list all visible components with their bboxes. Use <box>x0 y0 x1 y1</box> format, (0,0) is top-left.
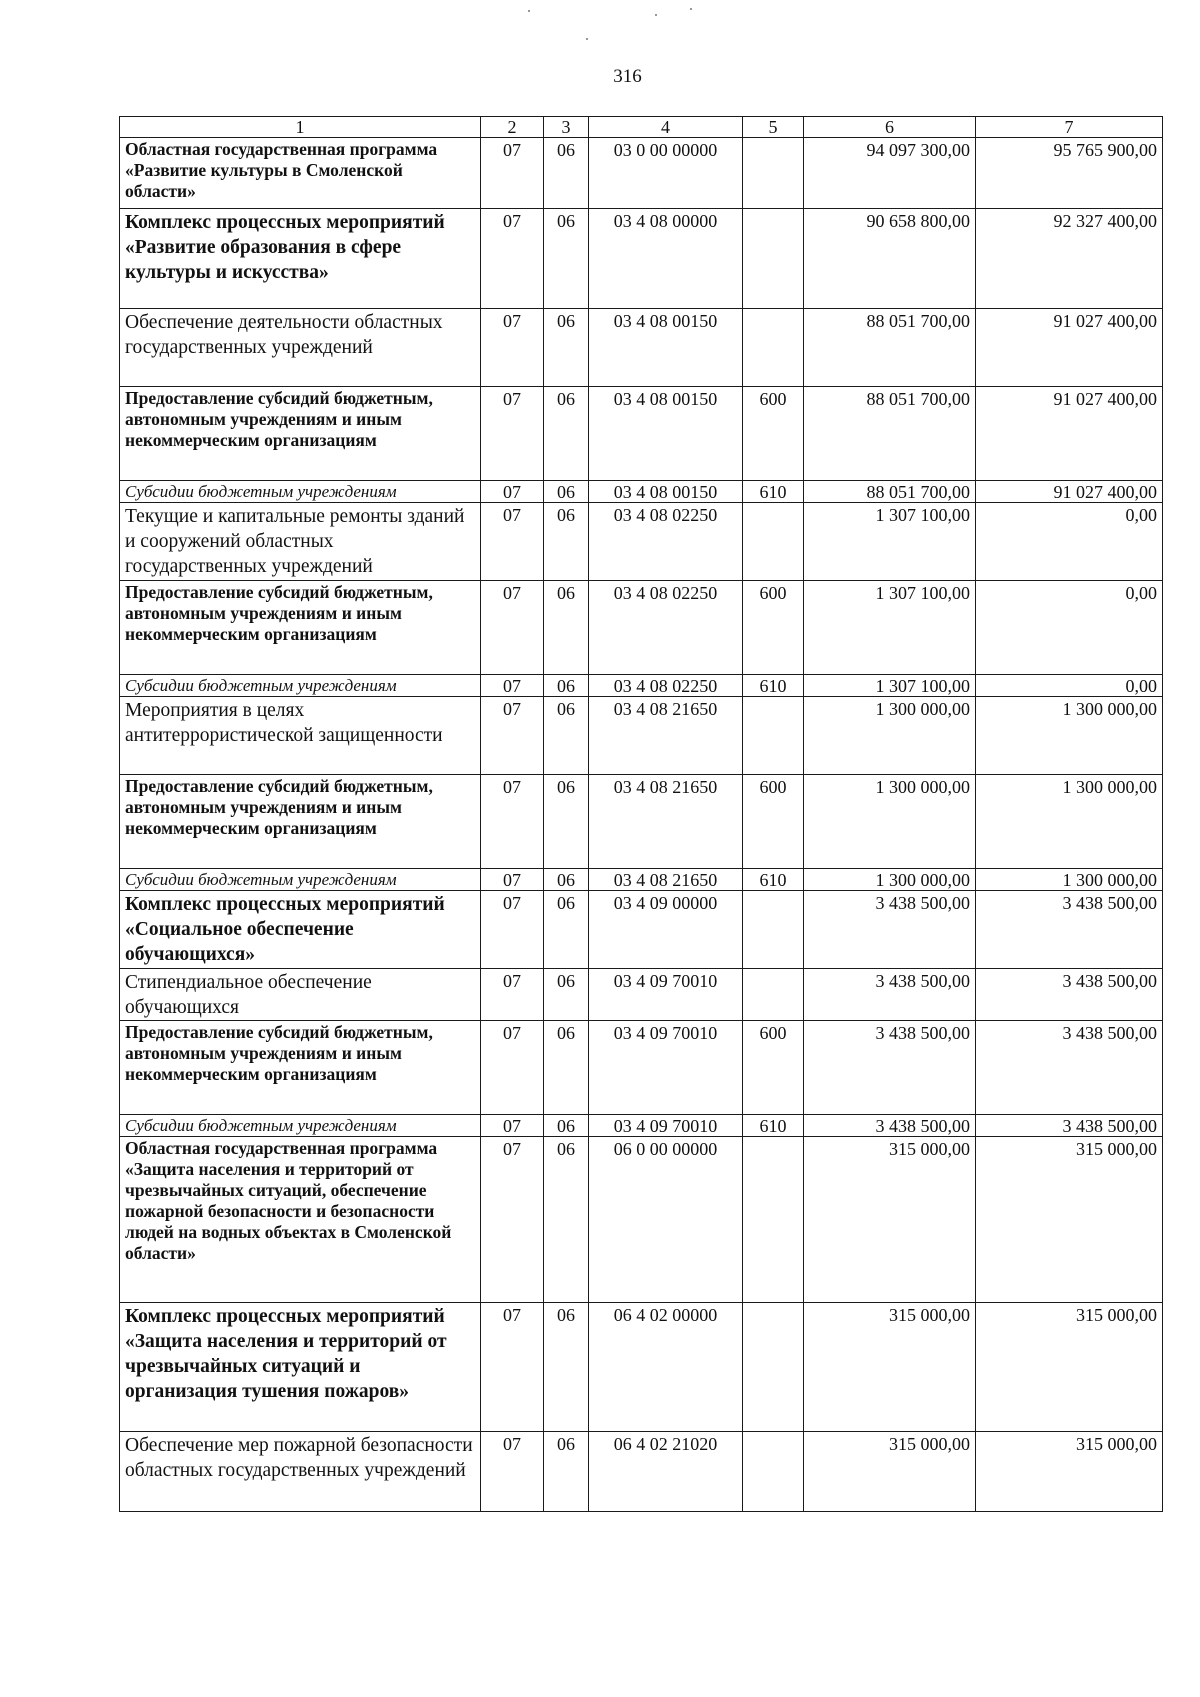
target-article-code: 06 4 02 00000 <box>589 1303 743 1432</box>
expense-type-code: 610 <box>743 869 804 891</box>
row-name: Субсидии бюджетным учреждениям <box>120 869 481 891</box>
section-code: 07 <box>481 503 544 581</box>
expense-type-code <box>743 1137 804 1303</box>
subsection-code: 06 <box>544 775 589 869</box>
subsection-code: 06 <box>544 209 589 309</box>
amount-year-2: 0,00 <box>976 581 1163 675</box>
row-name: Субсидии бюджетным учреждениям <box>120 481 481 503</box>
table-row <box>120 209 1163 309</box>
target-article-code: 03 4 09 00000 <box>589 891 743 969</box>
target-article-code: 06 4 02 21020 <box>589 1432 743 1512</box>
amount-year-2: 1 300 000,00 <box>976 775 1163 869</box>
amount-year-2: 0,00 <box>976 675 1163 697</box>
column-header: 5 <box>743 117 804 138</box>
scan-speck <box>655 14 657 16</box>
expense-type-code <box>743 138 804 209</box>
expense-type-code <box>743 1432 804 1512</box>
table-row <box>120 675 1163 697</box>
target-article-code: 03 4 08 02250 <box>589 581 743 675</box>
amount-year-1: 1 300 000,00 <box>804 775 976 869</box>
expense-type-code <box>743 503 804 581</box>
amount-year-2: 1 300 000,00 <box>976 697 1163 775</box>
subsection-code: 06 <box>544 581 589 675</box>
subsection-code: 06 <box>544 969 589 1021</box>
expense-type-code <box>743 1303 804 1432</box>
amount-year-1: 88 051 700,00 <box>804 481 976 503</box>
table-row <box>120 387 1163 481</box>
row-name: Комплекс процессных мероприятий «Развитие образования в сфере культуры и искусства» <box>120 209 481 309</box>
table-row <box>120 1021 1163 1115</box>
subsection-code: 06 <box>544 1432 589 1512</box>
expense-type-code <box>743 891 804 969</box>
amount-year-2: 1 300 000,00 <box>976 869 1163 891</box>
column-header: 6 <box>804 117 976 138</box>
subsection-code: 06 <box>544 1303 589 1432</box>
amount-year-2: 0,00 <box>976 503 1163 581</box>
target-article-code: 03 4 08 00150 <box>589 387 743 481</box>
amount-year-2: 315 000,00 <box>976 1137 1163 1303</box>
row-name: Обеспечение деятельности областных государственных учреждений <box>120 309 481 387</box>
expense-type-code: 600 <box>743 775 804 869</box>
row-name: Предоставление субсидий бюджетным, автономным учреждениям и иным некоммерческим организациям <box>120 387 481 481</box>
section-code: 07 <box>481 869 544 891</box>
amount-year-1: 3 438 500,00 <box>804 1021 976 1115</box>
subsection-code: 06 <box>544 138 589 209</box>
expense-type-code <box>743 969 804 1021</box>
section-code: 07 <box>481 581 544 675</box>
table-row <box>120 1432 1163 1512</box>
subsection-code: 06 <box>544 869 589 891</box>
amount-year-1: 1 300 000,00 <box>804 697 976 775</box>
amount-year-1: 1 307 100,00 <box>804 503 976 581</box>
section-code: 07 <box>481 387 544 481</box>
subsection-code: 06 <box>544 675 589 697</box>
section-code: 07 <box>481 481 544 503</box>
amount-year-2: 3 438 500,00 <box>976 891 1163 969</box>
row-name: Комплекс процессных мероприятий «Защита населения и территорий от чрезвычайных ситуаций и организация тушения пожаров» <box>120 1303 481 1432</box>
expense-type-code <box>743 697 804 775</box>
amount-year-2: 95 765 900,00 <box>976 138 1163 209</box>
amount-year-2: 3 438 500,00 <box>976 1115 1163 1137</box>
amount-year-2: 315 000,00 <box>976 1432 1163 1512</box>
subsection-code: 06 <box>544 1021 589 1115</box>
section-code: 07 <box>481 675 544 697</box>
column-header: 1 <box>120 117 481 138</box>
row-name: Областная государственная программа «Защита населения и территорий от чрезвычайных ситуаций, обеспечение пожарной безопасности и безопасности людей на водных объектах в Смоленской области» <box>120 1137 481 1303</box>
target-article-code: 03 4 08 21650 <box>589 869 743 891</box>
section-code: 07 <box>481 138 544 209</box>
target-article-code: 03 4 08 21650 <box>589 697 743 775</box>
row-name: Мероприятия в целях антитеррористической защищенности <box>120 697 481 775</box>
section-code: 07 <box>481 209 544 309</box>
expense-type-code: 610 <box>743 675 804 697</box>
target-article-code: 03 4 08 21650 <box>589 775 743 869</box>
table-body <box>120 117 1163 1512</box>
amount-year-1: 88 051 700,00 <box>804 309 976 387</box>
amount-year-2: 3 438 500,00 <box>976 969 1163 1021</box>
amount-year-2: 91 027 400,00 <box>976 481 1163 503</box>
expense-type-code: 610 <box>743 481 804 503</box>
amount-year-1: 1 300 000,00 <box>804 869 976 891</box>
row-name: Текущие и капитальные ремонты зданий и сооружений областных государственных учреждений <box>120 503 481 581</box>
amount-year-1: 3 438 500,00 <box>804 891 976 969</box>
amount-year-1: 3 438 500,00 <box>804 969 976 1021</box>
target-article-code: 03 4 09 70010 <box>589 969 743 1021</box>
table-row <box>120 481 1163 503</box>
amount-year-2: 92 327 400,00 <box>976 209 1163 309</box>
row-name: Областная государственная программа «Развитие культуры в Смоленской области» <box>120 138 481 209</box>
amount-year-1: 94 097 300,00 <box>804 138 976 209</box>
amount-year-1: 315 000,00 <box>804 1137 976 1303</box>
amount-year-1: 90 658 800,00 <box>804 209 976 309</box>
subsection-code: 06 <box>544 387 589 481</box>
section-code: 07 <box>481 1303 544 1432</box>
section-code: 07 <box>481 1432 544 1512</box>
table-row <box>120 581 1163 675</box>
amount-year-1: 1 307 100,00 <box>804 581 976 675</box>
column-header: 3 <box>544 117 589 138</box>
amount-year-2: 3 438 500,00 <box>976 1021 1163 1115</box>
table-row <box>120 697 1163 775</box>
section-code: 07 <box>481 891 544 969</box>
table-row <box>120 1115 1163 1137</box>
section-code: 07 <box>481 309 544 387</box>
target-article-code: 03 4 08 00150 <box>589 481 743 503</box>
amount-year-1: 1 307 100,00 <box>804 675 976 697</box>
page-number: 316 <box>613 66 642 87</box>
section-code: 07 <box>481 1021 544 1115</box>
row-name: Обеспечение мер пожарной безопасности областных государственных учреждений <box>120 1432 481 1512</box>
expense-type-code: 600 <box>743 387 804 481</box>
table-row <box>120 869 1163 891</box>
row-name: Субсидии бюджетным учреждениям <box>120 675 481 697</box>
section-code: 07 <box>481 969 544 1021</box>
target-article-code: 03 4 09 70010 <box>589 1021 743 1115</box>
column-header-row <box>120 117 1163 138</box>
target-article-code: 03 0 00 00000 <box>589 138 743 209</box>
amount-year-1: 3 438 500,00 <box>804 1115 976 1137</box>
table-row <box>120 1137 1163 1303</box>
amount-year-1: 315 000,00 <box>804 1303 976 1432</box>
section-code: 07 <box>481 1137 544 1303</box>
expense-type-code: 600 <box>743 581 804 675</box>
scan-speck <box>690 8 692 10</box>
row-name: Предоставление субсидий бюджетным, автономным учреждениям и иным некоммерческим организациям <box>120 775 481 869</box>
amount-year-1: 88 051 700,00 <box>804 387 976 481</box>
subsection-code: 06 <box>544 697 589 775</box>
target-article-code: 03 4 08 02250 <box>589 675 743 697</box>
amount-year-2: 91 027 400,00 <box>976 387 1163 481</box>
target-article-code: 03 4 08 00150 <box>589 309 743 387</box>
subsection-code: 06 <box>544 481 589 503</box>
section-code: 07 <box>481 775 544 869</box>
column-header: 2 <box>481 117 544 138</box>
table-row <box>120 969 1163 1021</box>
column-header: 4 <box>589 117 743 138</box>
row-name: Комплекс процессных мероприятий «Социальное обеспечение обучающихся» <box>120 891 481 969</box>
row-name: Стипендиальное обеспечение обучающихся <box>120 969 481 1021</box>
table-row <box>120 891 1163 969</box>
budget-table <box>119 116 1163 1512</box>
scan-speck <box>586 38 588 40</box>
expense-type-code <box>743 209 804 309</box>
row-name: Субсидии бюджетным учреждениям <box>120 1115 481 1137</box>
row-name: Предоставление субсидий бюджетным, автономным учреждениям и иным некоммерческим организациям <box>120 1021 481 1115</box>
subsection-code: 06 <box>544 891 589 969</box>
target-article-code: 03 4 08 00000 <box>589 209 743 309</box>
amount-year-2: 315 000,00 <box>976 1303 1163 1432</box>
scan-speck <box>528 10 530 12</box>
target-article-code: 03 4 09 70010 <box>589 1115 743 1137</box>
table-row <box>120 138 1163 209</box>
row-name: Предоставление субсидий бюджетным, автономным учреждениям и иным некоммерческим организациям <box>120 581 481 675</box>
target-article-code: 03 4 08 02250 <box>589 503 743 581</box>
subsection-code: 06 <box>544 1115 589 1137</box>
subsection-code: 06 <box>544 1137 589 1303</box>
section-code: 07 <box>481 1115 544 1137</box>
column-header: 7 <box>976 117 1163 138</box>
subsection-code: 06 <box>544 309 589 387</box>
subsection-code: 06 <box>544 503 589 581</box>
table-row <box>120 309 1163 387</box>
table-row <box>120 775 1163 869</box>
section-code: 07 <box>481 697 544 775</box>
expense-type-code <box>743 309 804 387</box>
target-article-code: 06 0 00 00000 <box>589 1137 743 1303</box>
expense-type-code: 610 <box>743 1115 804 1137</box>
table-row <box>120 503 1163 581</box>
amount-year-1: 315 000,00 <box>804 1432 976 1512</box>
table-row <box>120 1303 1163 1432</box>
expense-type-code: 600 <box>743 1021 804 1115</box>
amount-year-2: 91 027 400,00 <box>976 309 1163 387</box>
